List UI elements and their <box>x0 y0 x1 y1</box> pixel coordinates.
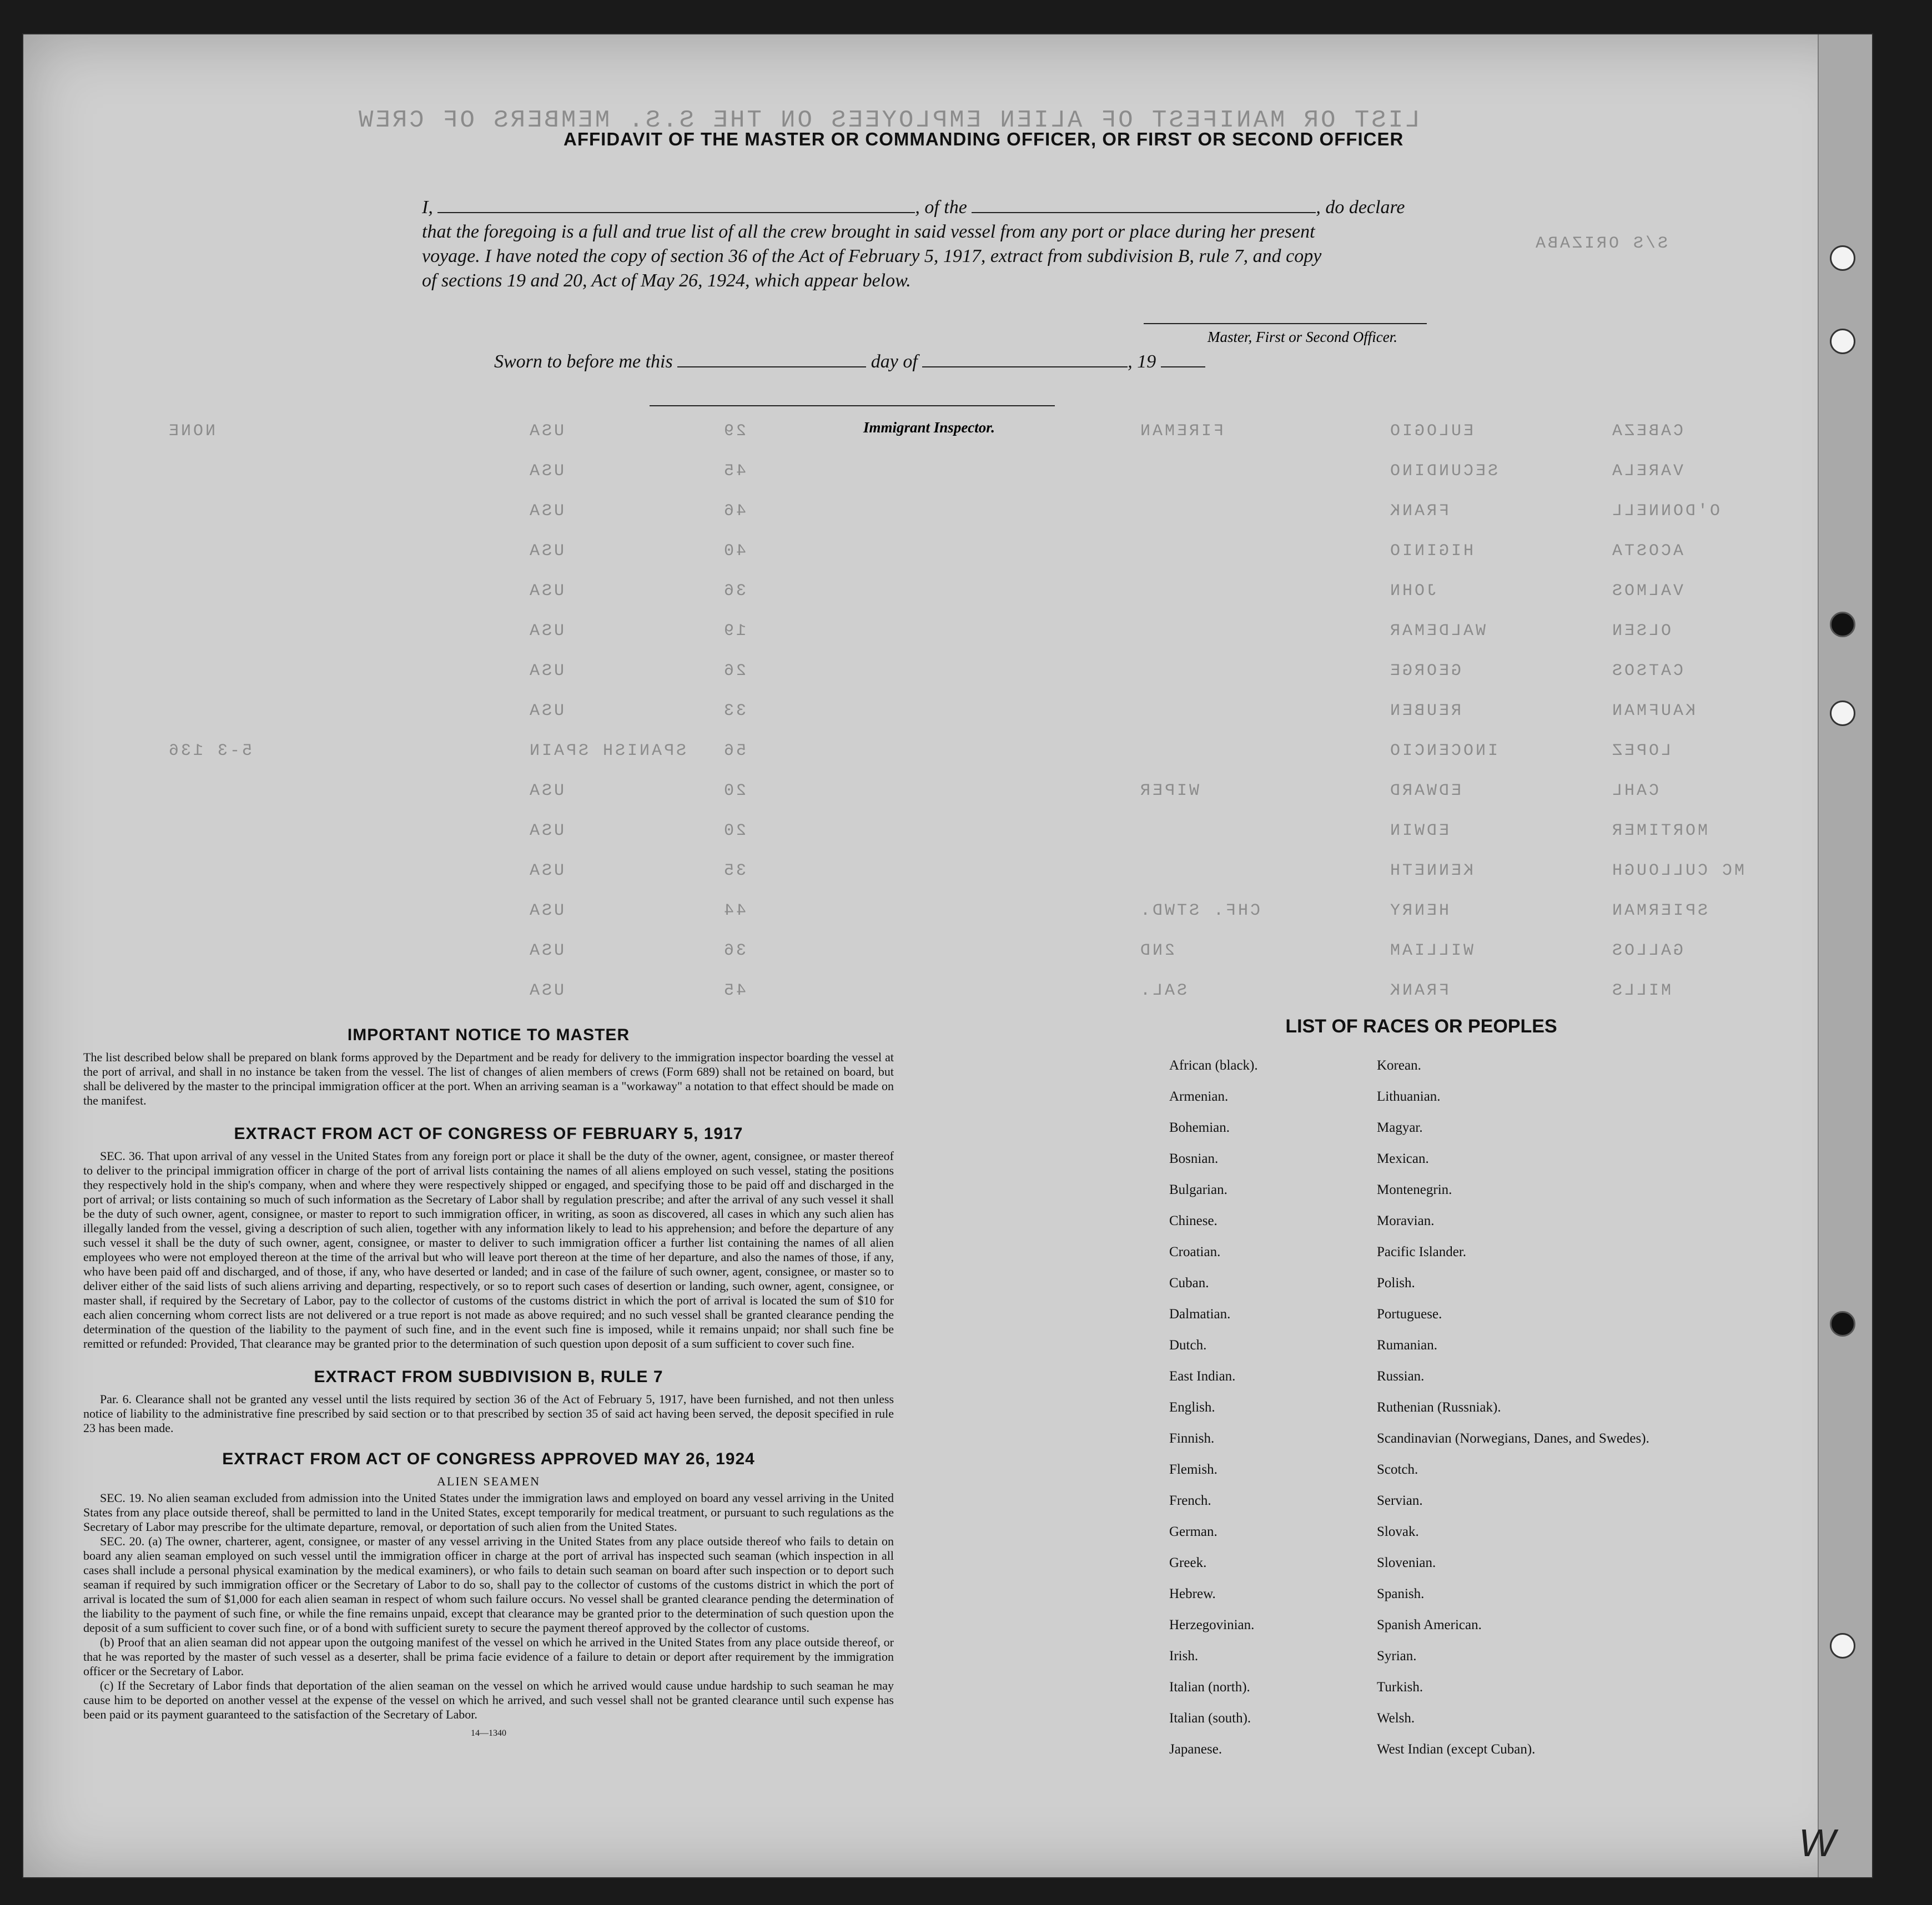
ghost-nat: USA <box>527 782 565 800</box>
race-item: Scandinavian (Norwegians, Danes, and Swedes). <box>1377 1431 1649 1446</box>
ghost-age: 19 <box>722 622 747 641</box>
ghost-extra: 5-3 136 <box>167 742 253 760</box>
race-item: West Indian (except Cuban). <box>1377 1742 1536 1757</box>
affidavit-line-4: of sections 19 and 20, Act of May 26, 1924, which appear below. <box>422 270 911 291</box>
race-item: Portuguese. <box>1377 1307 1442 1322</box>
ghost-nat: USA <box>527 502 565 521</box>
affidavit-declare: , do declare <box>1316 197 1405 218</box>
notice-heading: IMPORTANT NOTICE TO MASTER <box>347 1026 630 1044</box>
vessel-blank[interactable] <box>972 212 1316 213</box>
race-item: Hebrew. <box>1169 1586 1216 1601</box>
race-item: Moravian. <box>1377 1213 1435 1228</box>
binding-edge <box>1818 34 1872 1877</box>
race-item: English. <box>1169 1400 1215 1415</box>
ghost-nat: USA <box>527 822 565 840</box>
ghost-age: 40 <box>722 542 747 561</box>
punch-hole <box>1830 1311 1855 1337</box>
margin-mark: W <box>1799 1821 1836 1864</box>
ghost-given: EDWIN <box>1388 822 1450 840</box>
affidavit-i: I, <box>422 197 433 218</box>
extract1-heading: EXTRACT FROM ACT OF CONGRESS OF FEBRUARY 5, 1917 <box>234 1125 743 1143</box>
ghost-given: GEORGE <box>1388 662 1462 681</box>
race-item: Italian (south). <box>1169 1711 1251 1726</box>
sworn-line <box>494 350 1205 374</box>
ghost-surname: CAHL <box>1610 782 1659 800</box>
ghost-age: 56 <box>722 742 747 760</box>
races-block <box>1138 1016 1649 1757</box>
ghost-given: FRANK <box>1388 981 1450 1000</box>
race-item: German. <box>1169 1524 1217 1539</box>
sworn-day-text: day of <box>871 351 918 372</box>
ghost-age: 20 <box>722 822 747 840</box>
ghost-age: 20 <box>722 782 747 800</box>
ghost-given: FRANK <box>1388 502 1450 521</box>
ghost-nat: USA <box>527 422 565 441</box>
race-item: Scotch. <box>1377 1462 1418 1477</box>
affidavit-of-the: , of the <box>915 197 967 218</box>
sec20a-body: SEC. 20. (a) The owner, charterer, agent, consignee, or master of any vessel arriving in the United States from any place outside thereof who fails to detain on board any alien seaman employed on such vessel until the immigration officer in charge at the port of arrival has inspected such seaman (which inspection in all cases shall include a personal physical examination by the medical examiners), or who fails to detain such seaman on board after such inspection or to deport such seaman if required by such immigration officer or the Secretary of Labor to do so, shall pay to the collector of customs of the customs district in which the port of arrival is located the sum of $1,000 for each alien seaman in respect of whom such failure occurs. No vessel shall be granted clearance pending the determination of the liability to the payment of such fine, or while the fine remains unpaid, except that clearance may be granted prior to the determination of such question upon the deposit of a sum sufficient to cover such fine, or of a bond with sufficient surety to secure the payment thereof approved by the collector of customs. <box>83 1534 894 1635</box>
inspector-signature-line[interactable] <box>650 405 1055 406</box>
race-item: Welsh. <box>1377 1711 1415 1726</box>
sworn-day-blank[interactable] <box>677 366 866 367</box>
race-item: Croatian. <box>1169 1244 1221 1259</box>
ghost-nat: SPANISH SPAIN <box>527 742 687 760</box>
ghost-given: REUBEN <box>1388 702 1462 720</box>
ghost-age: 44 <box>722 901 747 920</box>
races-heading: LIST OF RACES OR PEOPLES <box>1285 1016 1557 1037</box>
ghost-nat: USA <box>527 861 565 880</box>
ghost-position: FIREMAN <box>1138 422 1224 441</box>
race-item: Finnish. <box>1169 1431 1215 1446</box>
ghost-age: 29 <box>722 422 747 441</box>
race-item: Spanish American. <box>1377 1617 1482 1632</box>
ghost-age: 45 <box>722 981 747 1000</box>
ghost-age: 36 <box>722 582 747 601</box>
ghost-age: 46 <box>722 502 747 521</box>
master-caption: Master, First or Second Officer. <box>1208 329 1397 345</box>
ghost-surname: MORTIMER <box>1610 822 1708 840</box>
race-item: Slovenian. <box>1377 1555 1436 1570</box>
race-item: Italian (north). <box>1169 1680 1250 1695</box>
extract1-body: SEC. 36. That upon arrival of any vessel in the United States from any foreign port or place it shall be the duty of the owner, agent, consignee, or master thereof to deliver to the principal immigration officer in charge of the port of arrival lists containing the names of all aliens employed on such vessel, stating the positions they respectively hold in the ship's company, when and where they were respectively shipped or engaged, and specifying those to be paid off and discharged in the port of arrival; or lists containing so much of such information as the Secretary of Labor shall by regulation prescribe; and after the arrival of any such vessel it shall be the duty of such owner, agent, consignee, or master to report to such immigration officer, in writing, as soon as discovered, all cases in which any such alien has illegally landed from the vessel, giving a description of such alien, together with any information likely to lead to his apprehension; and before the departure of any such vessel it shall be the duty of such owner, agent, consignee, or master to deliver to such immigration officer a further list containing the names of all alien employees who were not employed thereon at the time of the arrival but who will leave port thereon at the time of her departure, and also the names of those, if any, who have been paid off and discharged, and of those, if any, who have deserted or landed; and in case of the failure of such owner, agent, consignee, or master so to deliver either of the said lists of such aliens arriving and departing, respectively, or so to report such cases of desertion or landing, such owner, agent, consignee, or master shall, if required by the Secretary of Labor, pay to the collector of customs of the customs district in which the port of arrival is located the sum of $10 for each alien concerning whom correct lists are not delivered or a true report is not made as above required; and no such vessel shall be granted clearance pending the determination of the question of the liability to the payment of such fine, and in the event such fine is imposed, while it remains unpaid; nor shall such fine be remitted or refunded: Provided, That clearance may be granted prior to the determination of such question upon deposit of a sum sufficient to cover such fine. <box>83 1149 894 1350</box>
affidavit-line-3: voyage. I have noted the copy of section 36 of the Act of February 5, 1917, extract from subdivision B, rule 7, and copy <box>422 246 1322 266</box>
ghost-position: 2ND <box>1138 941 1175 960</box>
ghost-surname: VARELA <box>1610 462 1684 481</box>
sworn-text: Sworn to before me this <box>494 351 673 372</box>
race-item: Turkish. <box>1377 1680 1423 1695</box>
race-item: Bulgarian. <box>1169 1182 1227 1197</box>
ghost-surname: CATSOS <box>1610 662 1684 681</box>
extract2-body: Par. 6. Clearance shall not be granted any vessel until the lists required by section 36 of the Act of February 5, 1917, have been furnished, and not then unless notice of liability to the administrative fine prescribed by said section or to that prescribed by section 35 of said act having been served, the deposit specified in rule 23 has been made. <box>83 1392 894 1435</box>
punch-hole <box>1830 612 1855 637</box>
ghost-surname: OLSEN <box>1610 622 1672 641</box>
ghost-age: 33 <box>722 702 747 720</box>
affidavit-heading: AFFIDAVIT OF THE MASTER OR COMMANDING OFFICER, OR FIRST OR SECOND OFFICER <box>564 129 1404 149</box>
sworn-month-blank[interactable] <box>922 366 1128 367</box>
affidavit-line-2: that the foregoing is a full and true list of all the crew brought in said vessel from any port or place during her present <box>422 221 1315 242</box>
ghost-age: 26 <box>722 662 747 681</box>
ghost-nat: USA <box>527 981 565 1000</box>
ghost-given: HENRY <box>1388 901 1450 920</box>
ghost-given: KENNETH <box>1388 861 1474 880</box>
race-item: Syrian. <box>1377 1649 1417 1664</box>
races-right-column <box>1377 1057 1649 1772</box>
race-item: African (black). <box>1169 1058 1258 1073</box>
notice-block <box>83 1016 894 1738</box>
ghost-nat: USA <box>527 941 565 960</box>
race-item: Magyar. <box>1377 1120 1423 1135</box>
ghost-surname: KAUFMAN <box>1610 702 1696 720</box>
affidavit-block <box>422 195 1505 293</box>
race-item: Irish. <box>1169 1649 1199 1664</box>
ghost-given: WALDEMAR <box>1388 622 1486 641</box>
race-item: Bohemian. <box>1169 1120 1230 1135</box>
ghost-nat: USA <box>527 702 565 720</box>
race-item: Korean. <box>1377 1058 1421 1073</box>
ghost-position: CHF. STWD. <box>1138 901 1261 920</box>
sec20c-body: (c) If the Secretary of Labor finds that deportation of the alien seaman on the vessel on which he arrived would cause undue hardship to such seaman he may cause him to be deported on another vessel at the expense of the vessel on which he arrived, and such vessel shall not be granted clearance until such expense has been paid or its payment guaranteed to the satisfaction of the Secretary of Labor. <box>83 1679 894 1721</box>
race-item: Russian. <box>1377 1369 1425 1384</box>
sec20b-body: (b) Proof that an alien seaman did not appear upon the outgoing manifest of the vessel on which he arrived in the United States from any place outside thereof, or that he was reported by the master of such vessel as a deserter, shall be prima facie evidence of a failure to detain or deport after requirement by the immigration officer or the Secretary of Labor. <box>83 1635 894 1678</box>
sec19-body: SEC. 19. No alien seaman excluded from admission into the United States under the immigration laws and employed on board any vessel arriving in the United States from any place outside thereof, shall be permitted to land in the United States, except temporarily for medical treatment, or pursuant to such regulations as the Secretary of Labor may prescribe for the ultimate departure, removal, or deportation of such alien from the United States. <box>83 1491 894 1534</box>
master-signature-line[interactable] <box>1144 323 1427 324</box>
ghost-given: EDWARD <box>1388 782 1462 800</box>
ghost-given: WILLIAM <box>1388 941 1474 960</box>
ghost-vessel <box>1533 234 1668 253</box>
race-item: Greek. <box>1169 1555 1207 1570</box>
race-item: Ruthenian (Russniak). <box>1377 1400 1501 1415</box>
ghost-age: 35 <box>722 861 747 880</box>
ghost-surname: MILLS <box>1610 981 1672 1000</box>
ghost-title-text: LIST OR MANIFEST OF ALIEN EMPLOYEES ON THE S.S. MEMBERS OF CREW <box>356 107 1420 134</box>
race-item: Mexican. <box>1377 1151 1429 1166</box>
ghost-age: 36 <box>722 941 747 960</box>
ghost-surname: GALLOS <box>1610 941 1684 960</box>
ghost-given: INOCENCIO <box>1388 742 1498 760</box>
ghost-nat: USA <box>527 542 565 561</box>
race-item: Chinese. <box>1169 1213 1217 1228</box>
race-item: Dutch. <box>1169 1338 1207 1353</box>
punch-hole <box>1830 700 1855 726</box>
form-number: 14—1340 <box>471 1728 506 1738</box>
ghost-surname: O'DONNELL <box>1610 502 1720 521</box>
race-item: Rumanian. <box>1377 1338 1438 1353</box>
ghost-given: SECUNDINO <box>1388 462 1498 481</box>
ghost-surname: MC CULLOUGH <box>1610 861 1745 880</box>
ghost-surname: LOPEZ <box>1610 742 1672 760</box>
ghost-nat: USA <box>527 582 565 601</box>
ghost-surname: CABEZA <box>1610 422 1684 441</box>
race-item: Spanish. <box>1377 1586 1425 1601</box>
sworn-year-text: , 19 <box>1128 351 1156 372</box>
ghost-nat: USA <box>527 901 565 920</box>
ghost-vessel-text: S/S ORIZABA <box>1533 234 1668 253</box>
race-item: East Indian. <box>1169 1369 1236 1384</box>
race-item: Dalmatian. <box>1169 1307 1231 1322</box>
ghost-given: HIGINIO <box>1388 542 1474 561</box>
race-item: Flemish. <box>1169 1462 1217 1477</box>
affidavit-line-1 <box>422 195 1505 220</box>
race-item: French. <box>1169 1493 1211 1508</box>
race-item: Herzegovinian. <box>1169 1617 1255 1632</box>
ghost-given: JOHN <box>1388 582 1437 601</box>
extract3-subheading: ALIEN SEAMEN <box>437 1474 540 1488</box>
punch-hole <box>1830 245 1855 271</box>
ghost-extra: NONE <box>167 422 216 441</box>
race-item: Lithuanian. <box>1377 1089 1441 1104</box>
race-item: Bosnian. <box>1169 1151 1219 1166</box>
ghost-nat: USA <box>527 662 565 681</box>
extract3-heading: EXTRACT FROM ACT OF CONGRESS APPROVED MAY 26, 1924 <box>222 1450 755 1468</box>
sworn-year-blank[interactable] <box>1161 366 1205 367</box>
ghost-age: 45 <box>722 462 747 481</box>
ghost-surname: ACOSTA <box>1610 542 1684 561</box>
inspector-caption: Immigrant Inspector. <box>863 419 995 436</box>
punch-hole <box>1830 329 1855 354</box>
ghost-nat: USA <box>527 462 565 481</box>
race-item: Servian. <box>1377 1493 1423 1508</box>
ghost-given: EULOGIO <box>1388 422 1474 441</box>
name-blank[interactable] <box>437 212 915 213</box>
race-item: Japanese. <box>1169 1742 1222 1757</box>
race-item: Montenegrin. <box>1377 1182 1452 1197</box>
notice-body: The list described below shall be prepared on blank forms approved by the Department and be ready for delivery to the immigration inspector boarding the vessel at the port of arrival, and shall in no instance be taken from the vessel. The list of changes of alien members of crews (Form 689) shall not be retained on board, but shall be delivered by the master to the principal immigration officer at the port. When an arriving seaman is a "workaway" a notation to that effect should be made on the manifest. <box>83 1050 894 1107</box>
ghost-position: SAL. <box>1138 981 1188 1000</box>
ghost-position: WIPER <box>1138 782 1200 800</box>
race-item: Polish. <box>1377 1276 1415 1291</box>
ghost-surname: VALMOS <box>1610 582 1684 601</box>
extract2-heading: EXTRACT FROM SUBDIVISION B, RULE 7 <box>314 1368 663 1386</box>
punch-hole <box>1830 1633 1855 1659</box>
ghost-surname: SPIERMAN <box>1610 901 1708 920</box>
race-item: Slovak. <box>1377 1524 1419 1539</box>
ghost-nat: USA <box>527 622 565 641</box>
race-item: Pacific Islander. <box>1377 1244 1467 1259</box>
race-item: Cuban. <box>1169 1276 1209 1291</box>
races-left-column <box>1169 1057 1258 1772</box>
race-item: Armenian. <box>1169 1089 1229 1104</box>
